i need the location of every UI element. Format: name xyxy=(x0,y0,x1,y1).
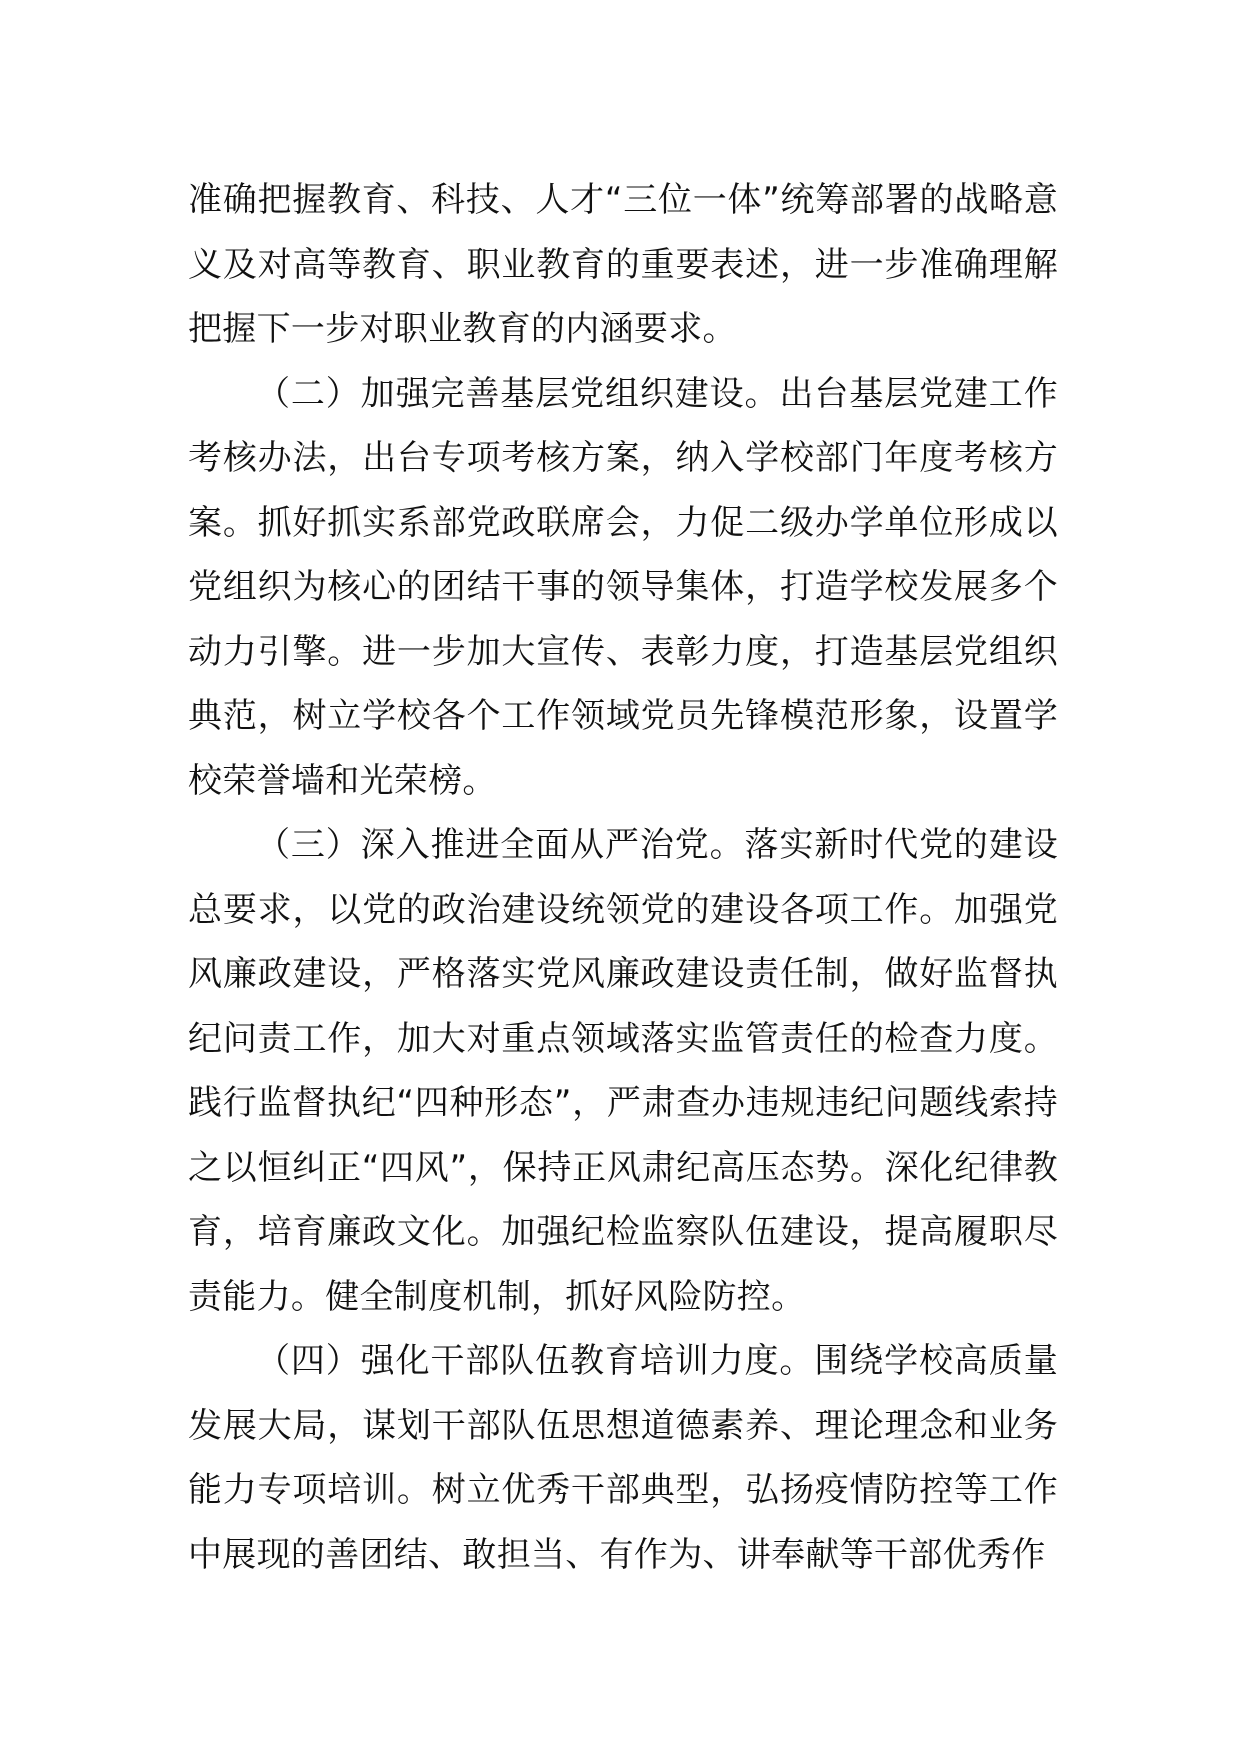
paragraph-section-3: （三）深入推进全面从严治党。落实新时代党的建设总要求，以党的政治建设统领党的建设各项工作。加强党风廉政建设，严格落实党风廉政建设责任制，做好监督执纪问责工作，加大对重点领域落实监管责任的检查力度。践行监督执纪“四种形态”，严肃查办违规违纪问题线索持之以恒纠正“四风”，保持正风肃纪高压态势。深化纪律教育，培育廉政文化。加强纪检监察队伍建设，提高履职尽责能力。健全制度机制，抓好风险防控。 xyxy=(188,825,1058,1317)
paragraph-continued: 准确把握教育、科技、人才“三位一体”统筹部署的战略意义及对高等教育、职业教育的重要表述，进一步准确理解把握下一步对职业教育的内涵要求。 xyxy=(188,180,1058,349)
paragraph-section-2: （二）加强完善基层党组织建设。出台基层党建工作考核办法，出台专项考核方案，纳入学校部门年度考核方案。抓好抓实系部党政联席会，力促二级办学单位形成以党组织为核心的团结干事的领导集体，打造学校发展多个动力引擎。进一步加大宣传、表彰力度，打造基层党组织典范，树立学校各个工作领域党员先锋模范形象，设置学校荣誉墙和光荣榜。 xyxy=(188,373,1058,801)
paragraph-section-4: （四）强化干部队伍教育培训力度。围绕学校高质量发展大局，谋划干部队伍思想道德素养、理论理念和业务能力专项培训。树立优秀干部典型，弘扬疫情防控等工作中展现的善团结、敢担当、有作为、讲奉献等干部优秀作 xyxy=(188,1341,1058,1575)
document-body xyxy=(188,168,1058,1587)
